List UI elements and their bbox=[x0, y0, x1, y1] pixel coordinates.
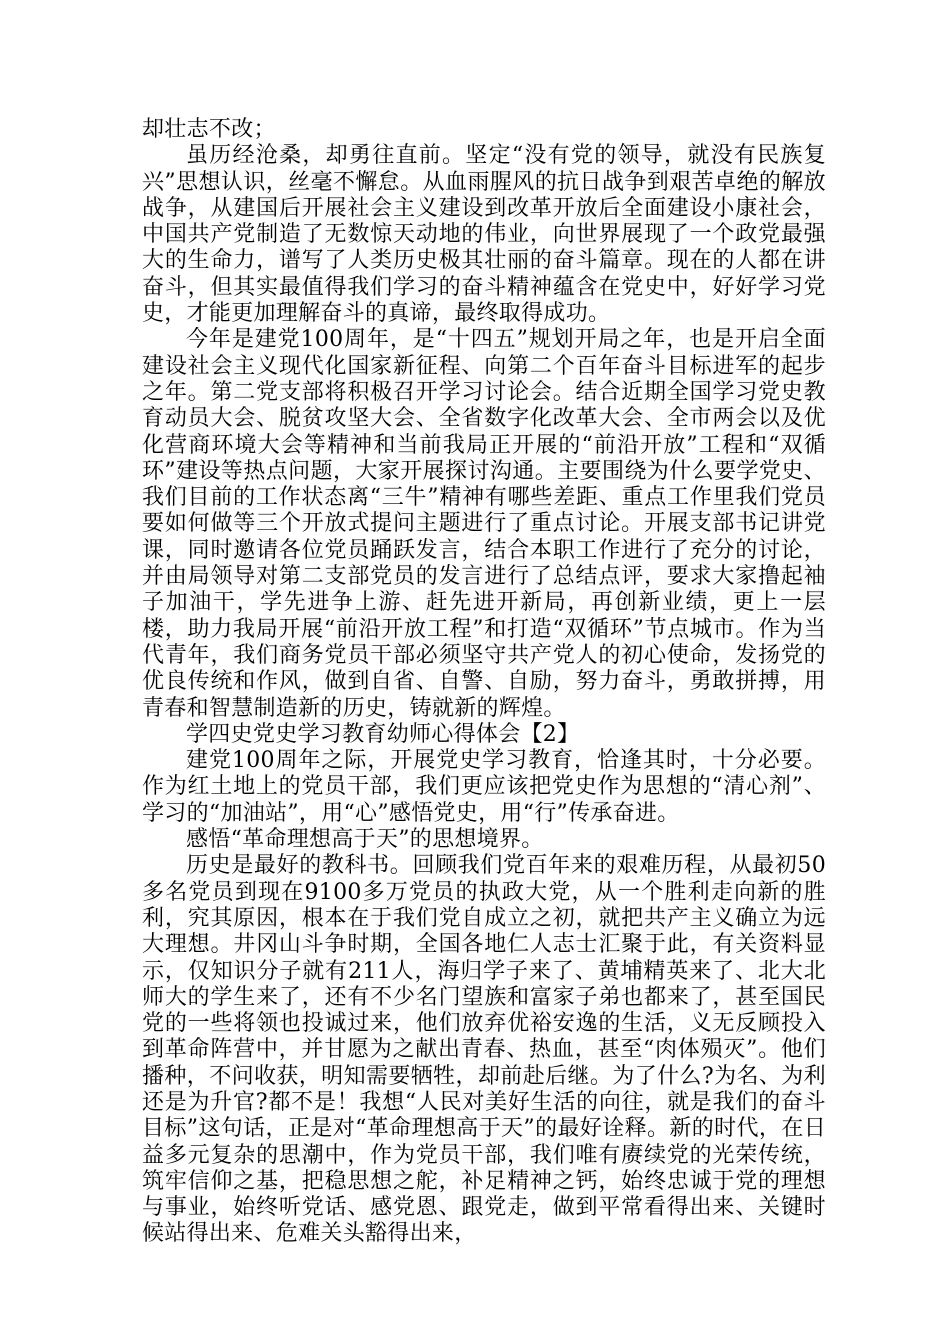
paragraph-history: 历史是最好的教科书。回顾我们党百年来的艰难历程，从最初50多名党员到现在9100多万党员的执政大党，从一个胜利走向新的胜利，究其原因，根本在于我们党自成立之初，就把共产主义确立为远大理想。井冈山斗争时期，全国各地仁人志士汇聚于此，有关资料显示，仅知识分子就有211人，海归学子来了、黄埔精英来了、北大北师大的学生来了，还有不少名门望族和富家子弟也都来了，甚至国民党的一些将领也投诚过来，他们放弃优裕安逸的生活，义无反顾投入到革命阵营中，并甘愿为之献出青春、热血，甚至“肉体殒灭”。他们播种，不问收获，明知需要牺牲，却前赴后继。为了什么?为名、为利还是为升官?都不是！我想“人民对美好生活的向往，就是我们的奋斗目标”这句话，正是对“革命理想高于天”的最好诠释。新的时代，在日益多元复杂的思潮中，作为党员干部，我们唯有赓续党的光荣传统，筑牢信仰之基，把稳思想之舵，补足精神之钙，始终忠诚于党的理想与事业，始终听党话、感党恩、跟党走，做到平常看得出来、关键时候站得出来、危难关头豁得出来， bbox=[142, 853, 826, 1247]
paragraph-continuation: 却壮志不改； bbox=[142, 117, 276, 142]
paragraph-struggle: 虽历经沧桑，却勇往直前。坚定“没有党的领导，就没有民族复兴”思想认识，丝毫不懈怠。从血雨腥风的抗日战争到艰苦卓绝的解放战争，从建国后开展社会主义建设到改革开放后全面建设小康社会，中国共产党制造了无数惊天动地的伟业，向世界展现了一个政党最强大的生命力，谱写了人类历史极其壮丽的奋斗篇章。现在的人都在讲奋斗，但其实最值得我们学习的奋斗精神蕴含在党史中，好好学习党史，才能更加理解奋斗的真谛，最终取得成功。 bbox=[142, 143, 826, 327]
paragraph-intro: 建党100周年之际，开展党史学习教育，恰逢其时，十分必要。作为红土地上的党员干部，我们更应该把党史作为思想的“清心剂”、学习的“加油站”，用“心”感悟党史，用“行”传承奋进。 bbox=[142, 748, 826, 826]
document-body bbox=[142, 117, 826, 1248]
paragraph-subheading: 感悟“革命理想高于天”的思想境界。 bbox=[186, 827, 544, 853]
paragraph-centenary: 今年是建党100周年，是“十四五”规划开局之年，也是开启全面建设社会主义现代化国家新征程、向第二个百年奋斗目标进军的起步之年。第二党支部将积极召开学习讨论会。结合近期全国学习党史教育动员大会、脱贫攻坚大会、全省数字化改革大会、全市两会以及优化营商环境大会等精神和当前我局正开展的“前沿开放”工程和“双循环”建设等热点问题，大家开展探讨沟通。主要围绕为什么要学党史、我们目前的工作状态离“三牛”精神有哪些差距、重点工作里我们党员要如何做等三个开放式提问主题进行了重点讨论。开展支部书记讲党课，同时邀请各位党员踊跃发言，结合本职工作进行了充分的讨论，并由局领导对第二支部党员的发言进行了总结点评，要求大家撸起袖子加油干，学先进争上游、赶先进开新局，再创新业绩，更上一层楼，助力我局开展“前沿开放工程”和打造“双循环”节点城市。作为当代青年，我们商务党员干部必须坚守共产党人的初心使命，发扬党的优良传统和作风，做到自省、自警、自励，努力奋斗，勇敢拼搏，用青春和智慧制造新的历史，铸就新的辉煌。 bbox=[142, 327, 826, 721]
section-heading: 学四史党史学习教育幼师心得体会【2】 bbox=[186, 721, 580, 747]
